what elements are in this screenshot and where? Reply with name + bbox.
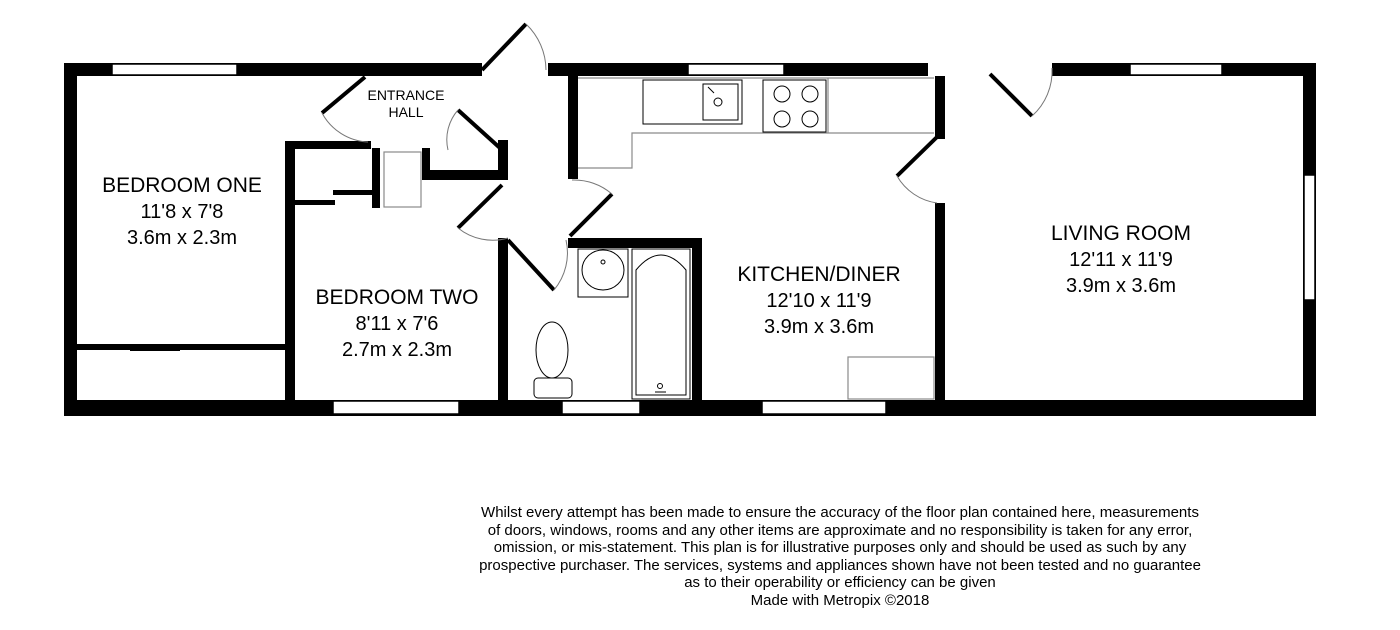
bathroom-fittings [534,249,690,399]
window-kitchen-bottom [762,401,886,414]
cupboard [384,152,421,207]
kitchen-sink [643,80,742,124]
kitchen-diner-imperial: 12'10 x 11'9 [766,290,872,312]
bath [632,249,690,399]
disclaimer-line: Whilst every attempt has been made to ensure the accuracy of the floor plan contained here, measurements [481,504,1199,521]
bedroom-one-metric: 3.6m x 2.3m [126,227,238,249]
bedroom-two-name: BEDROOM TWO [315,286,479,309]
kitchen-diner-name: KITCHEN/DINER [737,263,901,286]
disclaimer [400,504,1280,609]
entrance-hall-label-line1: ENTRANCE [367,87,445,103]
disclaimer-line: omission, or mis-statement. This plan is for illustrative purposes only and should be used as such by any [493,539,1187,556]
living-room-name: LIVING ROOM [1050,222,1192,245]
metropix-credit: Made with Metropix ©2018 [750,591,930,609]
bedroom-two-imperial: 8'11 x 7'6 [355,313,439,335]
bedroom-two-metric: 2.7m x 2.3m [341,339,453,361]
bedroom-one-name: BEDROOM ONE [102,174,262,197]
room-labels [102,87,1191,361]
bedroom-one-imperial: 11'8 x 7'8 [140,201,224,223]
living-room-metric: 3.9m x 3.6m [1065,275,1177,297]
living-room-imperial: 12'11 x 11'9 [1069,249,1173,271]
window-living-side [1304,175,1315,300]
kitchen-diner-metric: 3.9m x 3.6m [763,316,875,338]
disclaimer-line: prospective purchaser. The services, systems and appliances shown have not been tested and no guarantee [479,556,1201,574]
entrance-hall-label-line2: HALL [388,104,424,120]
window-kitchen-top [688,64,784,75]
window-bedroom-two [333,401,459,414]
window-living-top [1130,64,1222,75]
disclaimer-line: as to their operability or efficiency can be given [684,574,996,591]
disclaimer-line: of doors, windows, rooms and any other items are approximate and no responsibility is taken for any error, [487,521,1193,539]
window-bathroom [562,401,640,414]
window-bedroom-one [112,64,237,75]
kitchen-appliance [848,357,934,399]
toilet [536,322,568,378]
